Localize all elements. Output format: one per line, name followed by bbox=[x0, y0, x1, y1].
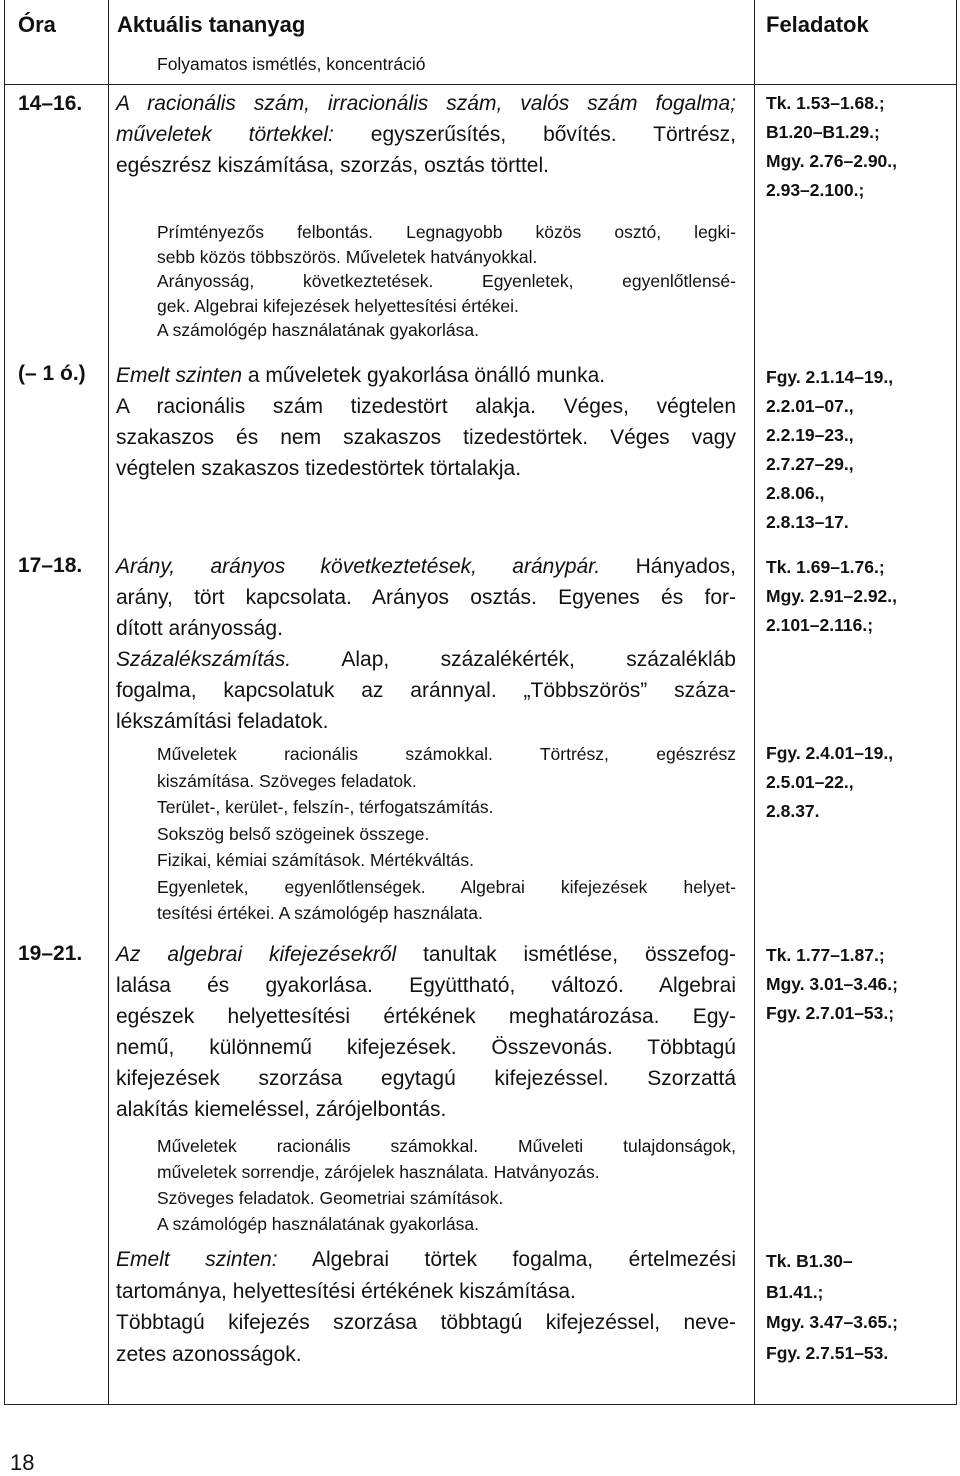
text-line bbox=[157, 1159, 736, 1185]
text-line bbox=[116, 1307, 736, 1339]
text-span: tanultak ismétlése, összefog- bbox=[396, 943, 736, 966]
text-line bbox=[157, 900, 736, 927]
text-span: Sokszög belső szögeinek összege. bbox=[157, 823, 430, 844]
text-line bbox=[116, 1001, 736, 1032]
text-span: 2.93–2.100.; bbox=[766, 180, 865, 200]
text-span: Műveletek racionális számokkal. Műveleti tulajdonságok, bbox=[157, 1136, 736, 1156]
text-span: Mgy. 3.01–3.46.; bbox=[766, 974, 898, 994]
text-span: Algebrai törtek fogalma, értelmezési bbox=[277, 1248, 736, 1271]
row-tasks bbox=[766, 553, 897, 640]
text-line bbox=[116, 1339, 736, 1371]
text-line bbox=[116, 150, 736, 181]
text-line bbox=[157, 794, 736, 821]
text-span: zetes azonosságok. bbox=[116, 1342, 302, 1366]
text-span: Hányados, bbox=[600, 555, 736, 578]
text-line bbox=[157, 318, 736, 343]
task-line bbox=[766, 392, 893, 421]
text-span: kiszámítása. Szöveges feladatok. bbox=[157, 770, 417, 791]
task-line bbox=[766, 118, 897, 147]
text-span: végtelen szakaszos tizedestörtek törtalakja. bbox=[116, 457, 522, 480]
row-sub-text bbox=[157, 220, 736, 343]
task-line bbox=[766, 999, 898, 1028]
text-line bbox=[116, 391, 736, 422]
row-main-text bbox=[116, 551, 736, 737]
text-line bbox=[116, 582, 736, 613]
text-span: Mgy. 3.47–3.65.; bbox=[766, 1312, 898, 1332]
text-line bbox=[116, 939, 736, 970]
text-span: a műveletek gyakorlása önálló munka. bbox=[242, 364, 606, 387]
text-span: A számológép használatának gyakorlása. bbox=[157, 1214, 480, 1234]
text-line bbox=[116, 119, 736, 150]
text-span: 2.8.06., bbox=[766, 483, 825, 503]
text-span: A racionális szám tizedestört alakja. Véges, végtelen bbox=[116, 395, 736, 418]
intro-text: Folyamatos ismétlés, koncentráció bbox=[157, 54, 426, 74]
task-line bbox=[766, 363, 893, 392]
text-span: Fgy. 2.1.14–19., bbox=[766, 367, 894, 387]
text-line bbox=[157, 1211, 736, 1237]
text-line bbox=[116, 1244, 736, 1276]
text-line bbox=[116, 422, 736, 453]
emphasis-text: műveletek törtekkel: bbox=[116, 123, 334, 146]
text-span: dított arányosság. bbox=[116, 617, 283, 640]
emphasis-text: Emelt szinten bbox=[116, 364, 243, 387]
text-span: Terület-, kerület-, felszín-, térfogatszámítás. bbox=[157, 797, 494, 817]
text-span: B1.20–B1.29.; bbox=[766, 122, 880, 142]
emphasis-text: Arány, arányos következtetések, aránypár. bbox=[116, 555, 601, 578]
header-feladatok: Feladatok bbox=[766, 12, 869, 37]
text-span: egészrész kiszámítása, szorzás, osztás törttel. bbox=[116, 154, 549, 177]
task-line bbox=[766, 89, 897, 118]
header-ora: Óra bbox=[18, 12, 56, 37]
text-span: Tk. B1.30– bbox=[766, 1251, 853, 1271]
row-tasks bbox=[766, 941, 898, 1028]
text-span: Tk. 1.69–1.76.; bbox=[766, 557, 885, 577]
text-line bbox=[116, 706, 736, 737]
text-span: tesítési értékei. A számológép használata. bbox=[157, 903, 483, 923]
text-span: Mgy. 2.76–2.90., bbox=[766, 151, 898, 171]
column-divider bbox=[754, 0, 755, 1404]
text-span: műveletek sorrendje, zárójelek használata. Hatványozás. bbox=[157, 1162, 600, 1182]
task-line bbox=[766, 176, 897, 205]
text-line bbox=[116, 613, 736, 644]
task-line bbox=[766, 1338, 898, 1369]
emphasis-text: Az algebrai kifejezésekről bbox=[116, 943, 397, 966]
text-span: A számológép használatának gyakorlása. bbox=[157, 320, 480, 340]
task-line bbox=[766, 797, 893, 826]
text-line bbox=[116, 675, 736, 706]
task-line bbox=[766, 582, 897, 611]
task-line bbox=[766, 1277, 898, 1308]
header-tananyag: Aktuális tananyag bbox=[117, 12, 306, 37]
task-line bbox=[766, 147, 897, 176]
text-span: lalása és gyakorlása. Együttható, változó. Algebrai bbox=[116, 974, 736, 997]
text-span: arány, tört kapcsolata. Arányos osztás. Egyenes és for- bbox=[116, 586, 736, 609]
text-span: B1.41.; bbox=[766, 1281, 824, 1302]
task-line bbox=[766, 508, 893, 537]
text-line bbox=[157, 220, 736, 245]
text-span: Mgy. 2.91–2.92., bbox=[766, 586, 898, 606]
text-span: Fizikai, kémiai számítások. Mértékváltás. bbox=[157, 850, 475, 870]
text-span: lékszámítási feladatok. bbox=[116, 710, 329, 733]
text-span: egészek helyettesítési értékének meghatározása. Egy- bbox=[116, 1005, 736, 1028]
text-span: 2.5.01–22., bbox=[766, 772, 854, 792]
emphasis-text: Százalékszámítás. bbox=[116, 648, 292, 671]
page-number: 18 bbox=[10, 1450, 35, 1475]
text-span: alakítás kiemeléssel, zárójelbontás. bbox=[116, 1098, 447, 1121]
text-line bbox=[116, 88, 736, 119]
text-span: sebb közös többszörös. Műveletek hatványokkal. bbox=[157, 246, 538, 267]
row-tasks-secondary bbox=[766, 739, 893, 826]
header-divider bbox=[5, 84, 956, 85]
row-tasks bbox=[766, 89, 897, 205]
text-span: Arányosság, következtetések. Egyenletek, egyenlőtlensé- bbox=[157, 271, 736, 291]
text-line bbox=[157, 269, 736, 294]
row-ora: 14–16. bbox=[18, 92, 83, 115]
row-sub-text bbox=[157, 1133, 736, 1237]
text-line bbox=[157, 821, 736, 848]
text-span: Alap, százalékérték, százalékláb bbox=[291, 648, 736, 671]
text-span: Prímtényezős felbontás. Legnagyobb közös osztó, legki- bbox=[157, 222, 736, 242]
text-span: szakaszos és nem szakaszos tizedestörtek. Véges vagy bbox=[116, 426, 736, 449]
text-line bbox=[157, 1185, 736, 1211]
text-span: Tk. 1.53–1.68.; bbox=[766, 93, 885, 113]
text-span: gek. Algebrai kifejezések helyettesítési értékei. bbox=[157, 295, 519, 316]
row-tasks-secondary bbox=[766, 1246, 898, 1368]
task-line bbox=[766, 421, 893, 450]
row-main-text bbox=[116, 360, 736, 484]
text-span: Fgy. 2.4.01–19., bbox=[766, 743, 894, 763]
task-line bbox=[766, 739, 893, 768]
text-span: Többtagú kifejezés szorzása többtagú kifejezéssel, neve- bbox=[116, 1311, 736, 1334]
row-main-text bbox=[116, 88, 736, 181]
row-sub-text bbox=[157, 741, 736, 927]
text-span: nemű, különnemű kifejezések. Összevonás. Többtagú bbox=[116, 1036, 736, 1059]
text-span: Fgy. 2.7.01–53.; bbox=[766, 1003, 895, 1023]
emphasis-text: A racionális szám, irracionális szám, valós szám fogalma; bbox=[116, 92, 736, 115]
text-line bbox=[116, 1094, 736, 1125]
text-span: Tk. 1.77–1.87.; bbox=[766, 945, 885, 965]
task-line bbox=[766, 479, 893, 508]
text-span: Szöveges feladatok. Geometriai számítások. bbox=[157, 1188, 504, 1208]
column-divider bbox=[108, 0, 109, 1404]
row-ora: 17–18. bbox=[18, 554, 83, 577]
text-line bbox=[157, 768, 736, 795]
row-ora: 19–21. bbox=[18, 942, 83, 965]
text-line bbox=[116, 1276, 736, 1308]
text-line bbox=[157, 874, 736, 901]
task-line bbox=[766, 941, 898, 970]
row-ora: (– 1 ó.) bbox=[18, 362, 86, 385]
text-line bbox=[116, 1032, 736, 1063]
task-line bbox=[766, 1307, 898, 1338]
text-span: Fgy. 2.7.51–53. bbox=[766, 1342, 889, 1363]
text-line bbox=[116, 360, 736, 391]
text-span: 2.7.27–29., bbox=[766, 454, 854, 474]
task-line bbox=[766, 553, 897, 582]
task-line bbox=[766, 970, 898, 999]
text-line bbox=[116, 551, 736, 582]
text-span: 2.101–2.116.; bbox=[766, 615, 874, 635]
text-line bbox=[157, 847, 736, 874]
row-main-text bbox=[116, 939, 736, 1125]
emphasis-text: Emelt szinten: bbox=[116, 1248, 278, 1271]
text-line bbox=[116, 1063, 736, 1094]
text-line bbox=[116, 453, 736, 484]
text-span: fogalma, kapcsolatuk az aránnyal. „Többszörös” száza- bbox=[116, 679, 736, 702]
task-line bbox=[766, 450, 893, 479]
text-span: egyszerűsítés, bővítés. Törtrész, bbox=[333, 123, 737, 146]
text-span: tartománya, helyettesítési értékének kiszámítása. bbox=[116, 1279, 576, 1303]
text-span: 2.8.13–17. bbox=[766, 512, 849, 532]
row-main-text-secondary bbox=[116, 1244, 736, 1370]
text-line bbox=[116, 644, 736, 675]
text-span: Műveletek racionális számokkal. Törtrész, egészrész bbox=[157, 744, 736, 764]
text-span: 2.8.37. bbox=[766, 801, 820, 821]
text-line bbox=[157, 741, 736, 768]
text-span: Egyenletek, egyenlőtlenségek. Algebrai kifejezések helyet- bbox=[157, 876, 736, 897]
text-span: kifejezések szorzása egytagú kifejezéssel. Szorzattá bbox=[116, 1067, 736, 1090]
task-line bbox=[766, 1246, 898, 1277]
text-line bbox=[157, 1133, 736, 1159]
text-span: 2.2.01–07., bbox=[766, 396, 854, 416]
text-line bbox=[157, 245, 736, 270]
text-span: 2.2.19–23., bbox=[766, 425, 854, 445]
row-tasks bbox=[766, 363, 893, 537]
task-line bbox=[766, 768, 893, 797]
task-line bbox=[766, 611, 897, 640]
text-line bbox=[116, 970, 736, 1001]
text-line bbox=[157, 294, 736, 319]
